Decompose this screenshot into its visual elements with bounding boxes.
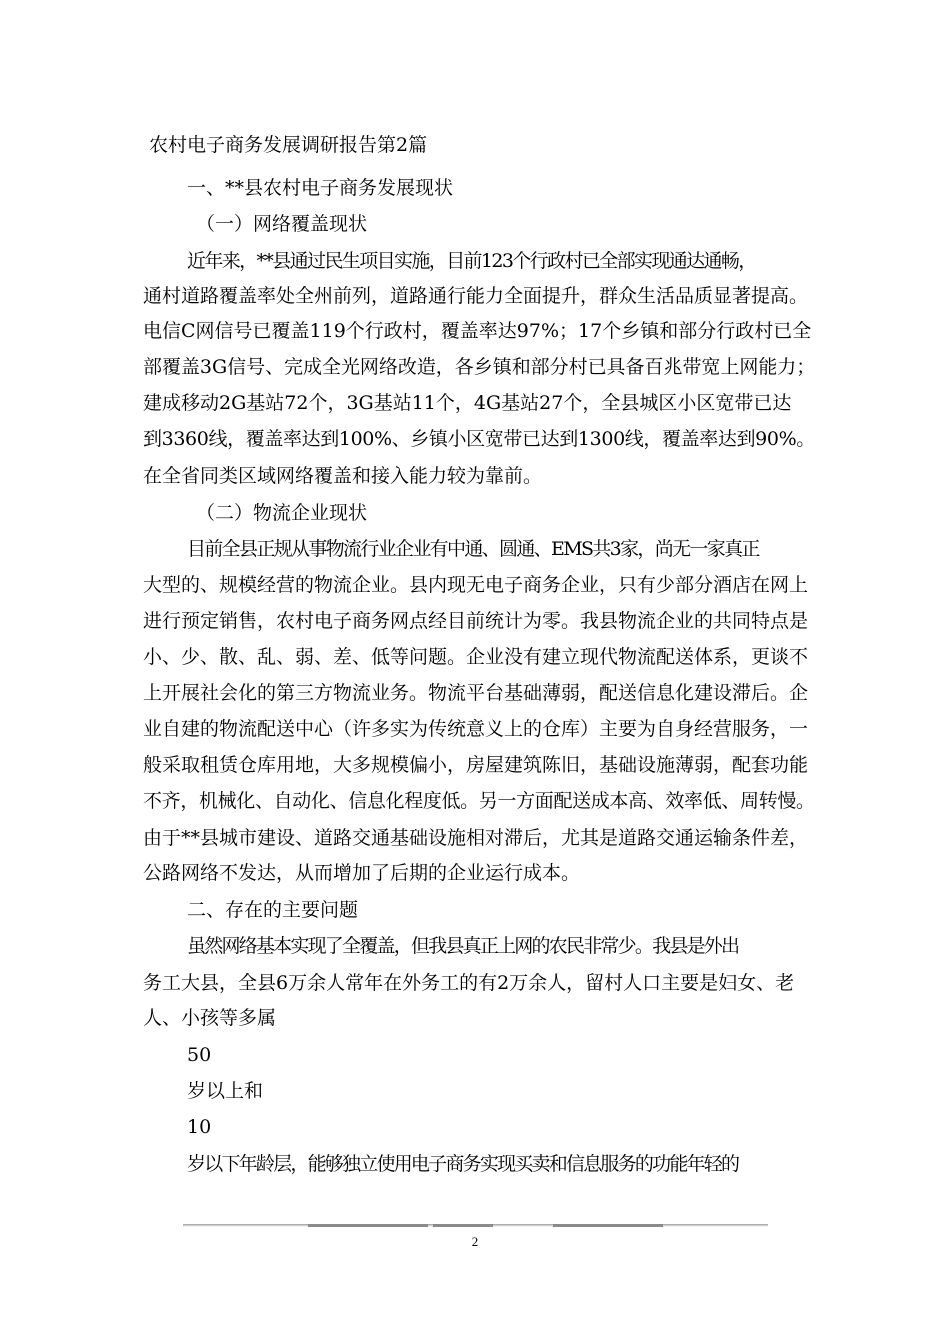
body-text-line: 电信C网信号已覆盖119个行政村，覆盖率达97%；17个乡镇和部分行政村已全: [143, 320, 812, 342]
footer-divider: [183, 1224, 768, 1227]
body-text-line: 人、小孩等多属: [143, 1007, 277, 1029]
body-text-line: 10: [187, 1116, 212, 1138]
body-text-line: 通村道路覆盖率处全州前列，道路通行能力全面提升，群众生活品质显著提高。: [143, 285, 809, 307]
body-text-line: 在全省同类区域网络覆盖和接入能力较为靠前。: [143, 465, 543, 487]
body-text-line: 到3360线，覆盖率达到100%、乡镇小区宽带已达到1300线，覆盖率达到90%。: [143, 428, 815, 450]
body-text-line: 业自建的物流配送中心（许多实为传统意义上的仓库）主要为自身经营服务，一: [143, 718, 809, 740]
body-text-line: 建成移动2G基站72个，3G基站11个，4G基站27个，全县城区小区宽带已达: [143, 392, 792, 414]
body-text-line: 一、**县农村电子商务发展现状: [187, 177, 454, 199]
body-text-line: 50: [187, 1044, 212, 1066]
body-text-line: 岁以上和: [187, 1080, 264, 1102]
page-number: 2: [471, 1234, 479, 1249]
body-text-line: 般采取租赁仓库用地，大多规模偏小，房屋建筑陈旧，基础设施薄弱，配套功能: [143, 754, 809, 776]
body-text-line: 务工大县，全县6万余人常年在外务工的有2万余人，留村人口主要是妇女、老: [143, 972, 795, 994]
body-text-line: 大型的、规模经营的物流企业。县内现无电子商务企业，只有少部分酒店在网上: [143, 574, 809, 596]
body-text-line: 进行预定销售，农村电子商务网点经目前统计为零。我县物流企业的共同特点是: [143, 610, 809, 632]
body-text-line: （二）物流企业现状: [196, 502, 368, 524]
body-text-line: 由于**县城市建设、道路交通基础设施相对滞后，尤其是道路交通运输条件差，: [143, 827, 809, 849]
body-text-line: （一）网络覆盖现状: [196, 213, 368, 235]
body-text-line: 虽然网络基本实现了全覆盖，但我县真正上网的农民非常少。我县是外出: [187, 935, 739, 957]
body-text-line: 上开展社会化的第三方物流业务。物流平台基础薄弱，配送信息化建设滞后。企: [143, 682, 809, 704]
body-text-line: 小、少、散、乱、弱、差、低等问题。企业没有建立现代物流配送体系，更谈不: [143, 646, 809, 668]
body-text-line: 目前全县正规从事物流行业企业有中通、圆通、EMS共3家，尚无一家真正: [187, 538, 759, 560]
body-text-line: 岁以下年龄层，能够独立使用电子商务实现买卖和信息服务的功能年轻的: [187, 1153, 739, 1175]
body-text-line: 近年来，**县通过民生项目实施，目前123个行政村已全部实现通达通畅，: [187, 250, 756, 272]
body-text-line: 不齐，机械化、自动化、信息化程度低。另一方面配送成本高、效率低、周转慢。: [143, 790, 815, 812]
body-text-line: 公路网络不发达，从而增加了后期的企业运行成本。: [143, 862, 581, 884]
body-text-line: 部覆盖3G信号、完成全光网络改造，各乡镇和部分村已具备百兆带宽上网能力；: [143, 356, 816, 378]
body-text-line: 二、存在的主要问题: [187, 899, 359, 921]
document-title: 农村电子商务发展调研报告第2篇: [149, 134, 428, 156]
